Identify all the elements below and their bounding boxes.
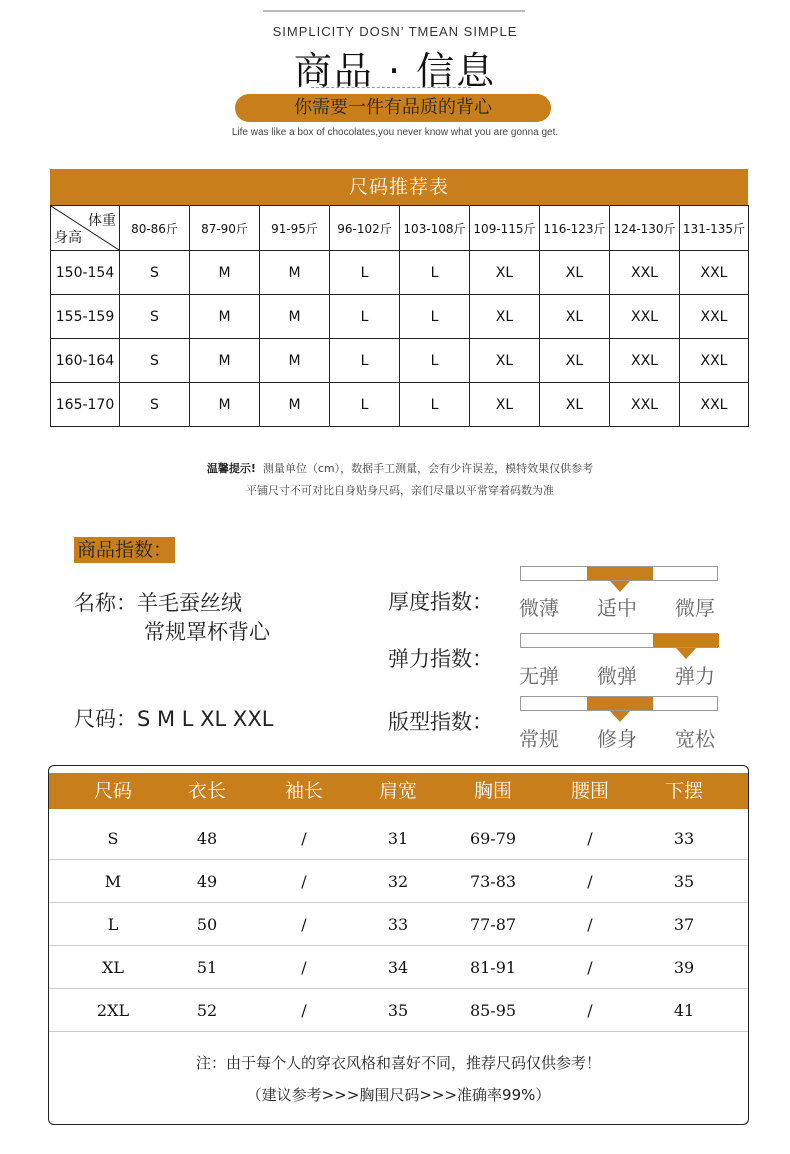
- table-cell: /: [301, 958, 307, 977]
- size-cell: M: [260, 295, 330, 339]
- size-chart-title: 尺码推荐表: [50, 169, 748, 205]
- size-cell: L: [400, 383, 470, 427]
- table-cell: 51: [196, 958, 218, 977]
- table-cell: 33: [387, 915, 409, 934]
- size-cell: M: [190, 251, 260, 295]
- table-cell: 73-83: [469, 872, 517, 891]
- pointer-arrow-icon: [676, 648, 696, 659]
- size-cell: XXL: [680, 251, 749, 295]
- thickness-option: 微薄: [519, 596, 559, 620]
- size-cell: XL: [540, 383, 610, 427]
- weight-column-header: 96-102斤: [330, 206, 400, 251]
- size-cell: XL: [540, 295, 610, 339]
- size-cell: XL: [470, 251, 540, 295]
- size-cell: XXL: [610, 295, 680, 339]
- table-cell: M: [104, 872, 122, 891]
- tip-line-2: 平铺尺寸不可对比自身贴身尺码，亲们尽量以平常穿着码数为准: [246, 484, 554, 497]
- product-name-line-1: 名称：羊毛蚕丝绒: [74, 591, 242, 615]
- table-cell: /: [587, 872, 593, 891]
- size-cell: L: [330, 383, 400, 427]
- table-cell: 49: [196, 872, 218, 891]
- size-cell: L: [330, 295, 400, 339]
- size-cell: XXL: [680, 383, 749, 427]
- table-cell: /: [587, 958, 593, 977]
- weight-column-header: 87-90斤: [190, 206, 260, 251]
- elasticity-label: 弹力指数：: [388, 647, 493, 671]
- table-cell: 35: [673, 872, 695, 891]
- table-row: [51, 295, 749, 339]
- title-underline: [311, 87, 471, 89]
- size-cell: L: [330, 339, 400, 383]
- measurement-table-header: [49, 773, 748, 809]
- column-header: 腰围: [570, 780, 610, 802]
- table-cell: 33: [673, 829, 695, 848]
- table-cell: 39: [673, 958, 695, 977]
- table-row: [49, 817, 748, 860]
- column-header: 下摆: [664, 780, 704, 802]
- table-cell: XL: [101, 958, 125, 977]
- fit-label: 版型指数：: [388, 710, 493, 734]
- weight-column-header: 80-86斤: [120, 206, 190, 251]
- size-cell: M: [190, 383, 260, 427]
- size-cell: XXL: [610, 383, 680, 427]
- size-cell: M: [190, 339, 260, 383]
- column-header: 袖长: [284, 780, 324, 802]
- weight-column-header: 131-135斤: [680, 206, 749, 251]
- weight-column-header: 91-95斤: [260, 206, 330, 251]
- tip-text-1: 测量单位（cm），数据手工测量，会有少许误差，模特效果仅供参考: [262, 462, 594, 475]
- weight-column-header: 109-115斤: [470, 206, 540, 251]
- table-cell: /: [587, 915, 593, 934]
- size-cell: M: [260, 339, 330, 383]
- elasticity-option: 无弹: [519, 664, 559, 688]
- size-cell: XXL: [680, 339, 749, 383]
- height-range-cell: 165-170: [51, 383, 120, 427]
- table-cell: 35: [387, 1001, 409, 1020]
- pointer-arrow-icon: [610, 581, 630, 592]
- size-cell: XL: [470, 383, 540, 427]
- fit-option: 修身: [597, 727, 637, 751]
- corner-weight-label: 体重: [88, 213, 116, 229]
- tip-label: 温馨提示!: [206, 462, 256, 475]
- table-cell: 37: [673, 915, 695, 934]
- size-cell: M: [190, 295, 260, 339]
- table-row: [49, 860, 748, 903]
- weight-column-header: 116-123斤: [540, 206, 610, 251]
- size-cell: XL: [540, 339, 610, 383]
- table-cell: 41: [673, 1001, 695, 1020]
- table-cell: 52: [196, 1001, 218, 1020]
- thickness-index-marker: [587, 567, 653, 580]
- size-cell: XXL: [680, 295, 749, 339]
- thickness-label: 厚度指数：: [388, 590, 493, 614]
- size-cell: L: [400, 295, 470, 339]
- size-cell: L: [400, 251, 470, 295]
- header-divider: [263, 10, 525, 12]
- weight-column-header: 124-130斤: [610, 206, 680, 251]
- measurement-table: [48, 765, 749, 1125]
- table-row: [49, 989, 748, 1032]
- table-cell: 77-87: [469, 915, 517, 934]
- table-cell: 2XL: [96, 1001, 130, 1020]
- elasticity-index-bar: [520, 633, 718, 648]
- size-recommendation-table: [50, 205, 749, 427]
- thickness-option: 微厚: [675, 596, 715, 620]
- elasticity-option: 微弹: [597, 664, 637, 688]
- table-row: [51, 251, 749, 295]
- product-name-line-2: 常规罩杯背心: [144, 620, 270, 644]
- table-row: [51, 383, 749, 427]
- size-cell: S: [120, 383, 190, 427]
- thickness-option: 适中: [597, 596, 637, 620]
- fit-index-bar: [520, 696, 718, 711]
- height-range-cell: 150-154: [51, 251, 120, 295]
- table-cell: /: [587, 829, 593, 848]
- table-cell: /: [301, 1001, 307, 1020]
- subtitle-banner: 你需要一件有品质的背心: [235, 94, 551, 122]
- size-cell: S: [120, 295, 190, 339]
- table-cell: 50: [196, 915, 218, 934]
- elasticity-index-marker: [653, 634, 719, 647]
- column-header: 胸围: [473, 780, 513, 802]
- table-row: [49, 946, 748, 989]
- table-cell: 48: [196, 829, 218, 848]
- height-range-cell: 160-164: [51, 339, 120, 383]
- size-cell: XXL: [610, 339, 680, 383]
- fit-option: 常规: [519, 727, 559, 751]
- available-sizes: 尺码：S M L XL XXL: [74, 707, 274, 731]
- table-cell: 32: [387, 872, 409, 891]
- size-cell: M: [260, 251, 330, 295]
- column-header: 尺码: [93, 780, 133, 802]
- size-cell: S: [120, 251, 190, 295]
- table-row: [51, 339, 749, 383]
- table-cell: 69-79: [469, 829, 517, 848]
- table-cell: L: [107, 915, 119, 934]
- table-cell: /: [301, 915, 307, 934]
- measurement-note: 注：由于每个人的穿衣风格和喜好不同，推荐尺码仅供参考！: [195, 1054, 601, 1072]
- size-cell: XL: [470, 339, 540, 383]
- table-cell: /: [301, 829, 307, 848]
- table-cell: 31: [387, 829, 409, 848]
- fit-option: 宽松: [675, 727, 715, 751]
- size-cell: L: [400, 339, 470, 383]
- page-title: 商品 · 信息: [293, 49, 497, 93]
- measurement-reference: （建议参考>>>胸围尺码>>>准确率99%）: [246, 1086, 551, 1104]
- fit-index-marker: [587, 697, 653, 710]
- tip-line-1: [100, 460, 700, 476]
- corner-header: [51, 206, 120, 251]
- size-cell: XXL: [610, 251, 680, 295]
- size-cell: M: [260, 383, 330, 427]
- size-cell: S: [120, 339, 190, 383]
- slogan-english: SIMPLICITY DOSN’ TMEAN SIMPLE: [272, 24, 518, 39]
- table-cell: /: [587, 1001, 593, 1020]
- size-cell: L: [330, 251, 400, 295]
- column-header: 肩宽: [378, 780, 418, 802]
- table-cell: 81-91: [469, 958, 517, 977]
- table-cell: 85-95: [469, 1001, 517, 1020]
- product-index-title: 商品指数：: [74, 537, 175, 563]
- corner-height-label: 身高: [54, 230, 82, 246]
- table-row: [49, 903, 748, 946]
- elasticity-option: 弹力: [675, 664, 715, 688]
- table-cell: /: [301, 872, 307, 891]
- tagline: Life was like a box of chocolates,you never know what you are gonna get.: [231, 127, 559, 138]
- height-range-cell: 155-159: [51, 295, 120, 339]
- thickness-index-bar: [520, 566, 718, 581]
- column-header: 衣长: [187, 780, 227, 802]
- size-cell: XL: [540, 251, 610, 295]
- table-cell: 34: [387, 958, 409, 977]
- pointer-arrow-icon: [610, 711, 630, 722]
- table-cell: S: [107, 829, 119, 848]
- size-cell: XL: [470, 295, 540, 339]
- weight-column-header: 103-108斤: [400, 206, 470, 251]
